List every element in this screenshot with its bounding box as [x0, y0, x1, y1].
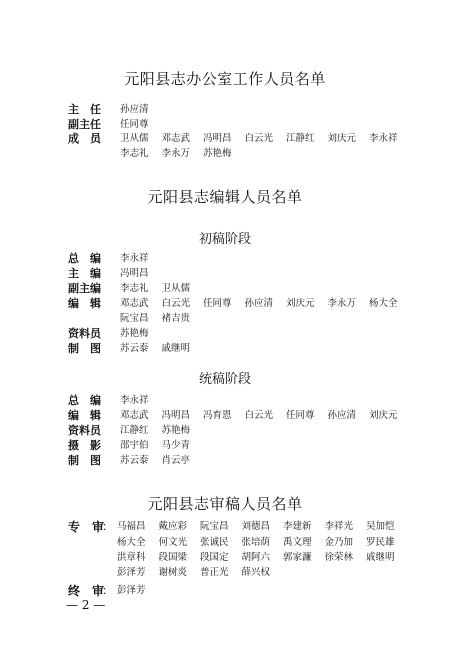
role-label: 副主编 — [68, 282, 101, 295]
role-label: 专 审 — [68, 520, 105, 534]
person-name: 杨大全 — [369, 298, 398, 309]
person-name: 李永万 — [327, 298, 357, 309]
person-name: 禹文理 — [283, 537, 312, 548]
person-name: 孙应清 — [244, 298, 274, 309]
person-name: 段国梁 — [158, 552, 188, 563]
role-label: 总 编 — [68, 394, 101, 407]
person-name: 冯明昌 — [161, 410, 191, 421]
person-name: 褚吉贵 — [161, 313, 191, 324]
person-name: 肖云亭 — [161, 455, 191, 466]
person-name: 江静红 — [286, 133, 315, 144]
person-name: 孙应清 — [327, 410, 357, 421]
role-label: 终 审 — [68, 584, 105, 598]
person-name: 任同尊 — [120, 119, 149, 130]
person-name: 阮宝昌 — [200, 521, 229, 532]
role-label: 主 编 — [68, 267, 101, 280]
role-label: 摄 影 — [68, 439, 101, 452]
person-name: 戚继明 — [161, 343, 191, 354]
person-name: 卫从儒 — [161, 283, 191, 294]
person-name: 洪章科 — [117, 552, 146, 563]
person-name: 李祥光 — [324, 521, 354, 532]
role-label: 制 图 — [68, 454, 101, 467]
person-name: 任同尊 — [286, 410, 315, 421]
person-name: 任同尊 — [203, 298, 232, 309]
person-name: 刘庆元 — [369, 410, 398, 421]
person-name: 何文光 — [158, 537, 188, 548]
person-name: 刘庆元 — [327, 133, 357, 144]
person-name: 马少青 — [161, 440, 191, 451]
colon: ： — [102, 584, 113, 597]
person-name: 李永祥 — [120, 253, 149, 264]
editorial-title: 元阳县志编辑人员名单 — [147, 188, 303, 206]
person-name: 徐荣林 — [324, 552, 354, 563]
person-name: 段国定 — [200, 552, 229, 563]
person-name: 邵宇伯 — [120, 440, 149, 451]
person-name: 张诚民 — [200, 537, 229, 548]
person-name: 马福昌 — [117, 521, 146, 532]
person-name: 苏艳梅 — [120, 328, 149, 339]
role-label: 编 辑 — [68, 297, 101, 310]
role-label: 副主任 — [68, 118, 101, 131]
person-name: 邓志武 — [120, 410, 149, 421]
role-label: 资料员 — [68, 424, 101, 437]
person-name: 孙应清 — [120, 104, 149, 115]
role-label: 总 编 — [68, 252, 101, 265]
person-name: 阮宝昌 — [120, 313, 149, 324]
person-name: 刘德昌 — [241, 521, 271, 532]
person-name: 戴应彩 — [158, 521, 188, 532]
person-name: 刘庆元 — [286, 298, 315, 309]
person-name: 白云光 — [161, 298, 191, 309]
person-name: 冯明昌 — [203, 133, 232, 144]
person-name: 邓志武 — [120, 298, 149, 309]
person-name: 吴加恺 — [366, 521, 395, 532]
person-name: 冯育恩 — [203, 410, 232, 421]
person-name: 白云光 — [244, 133, 274, 144]
person-name: 邓志武 — [161, 133, 191, 144]
person-name: 彭泽芳 — [117, 585, 146, 596]
page-number: — 2 — — [66, 598, 106, 612]
person-name: 苏云泰 — [120, 343, 149, 354]
review-title: 元阳县志审稿人员名单 — [147, 495, 303, 513]
person-name: 金乃加 — [324, 537, 354, 548]
person-name: 李永祥 — [120, 395, 149, 406]
person-name: 薛兴权 — [241, 567, 271, 578]
person-name: 苏艳梅 — [161, 425, 191, 436]
final-stage-subtitle: 统稿阶段 — [198, 372, 251, 387]
role-label: 编 辑 — [68, 409, 101, 422]
person-name: 卫从儒 — [120, 133, 149, 144]
person-name: 李志礼 — [120, 148, 149, 159]
person-name: 罗民雄 — [366, 537, 395, 548]
person-name: 李志礼 — [120, 283, 149, 294]
person-name: 苏艳梅 — [203, 148, 232, 159]
role-label: 成 员 — [68, 132, 101, 145]
person-name: 杨大全 — [117, 537, 146, 548]
draft-stage-subtitle: 初稿阶段 — [198, 232, 251, 247]
person-name: 李永万 — [161, 148, 191, 159]
colon: ： — [102, 520, 113, 533]
role-label: 资料员 — [68, 327, 101, 340]
office-title: 元阳县志办公室工作人员名单 — [124, 70, 326, 88]
role-label: 主 任 — [68, 103, 101, 116]
person-name: 普正光 — [200, 567, 229, 578]
person-name: 郭家濂 — [283, 552, 312, 563]
person-name: 白云光 — [244, 410, 274, 421]
person-name: 江静红 — [120, 425, 149, 436]
person-name: 彭泽芳 — [117, 567, 146, 578]
person-name: 戚继明 — [366, 552, 395, 563]
person-name: 李建新 — [283, 521, 312, 532]
person-name: 胡阿六 — [241, 552, 271, 563]
person-name: 张培荫 — [241, 537, 271, 548]
person-name: 苏云泰 — [120, 455, 149, 466]
role-label: 制 图 — [68, 342, 101, 355]
person-name: 李永祥 — [369, 133, 398, 144]
person-name: 谢树炎 — [158, 567, 188, 578]
person-name: 冯明昌 — [120, 268, 149, 279]
